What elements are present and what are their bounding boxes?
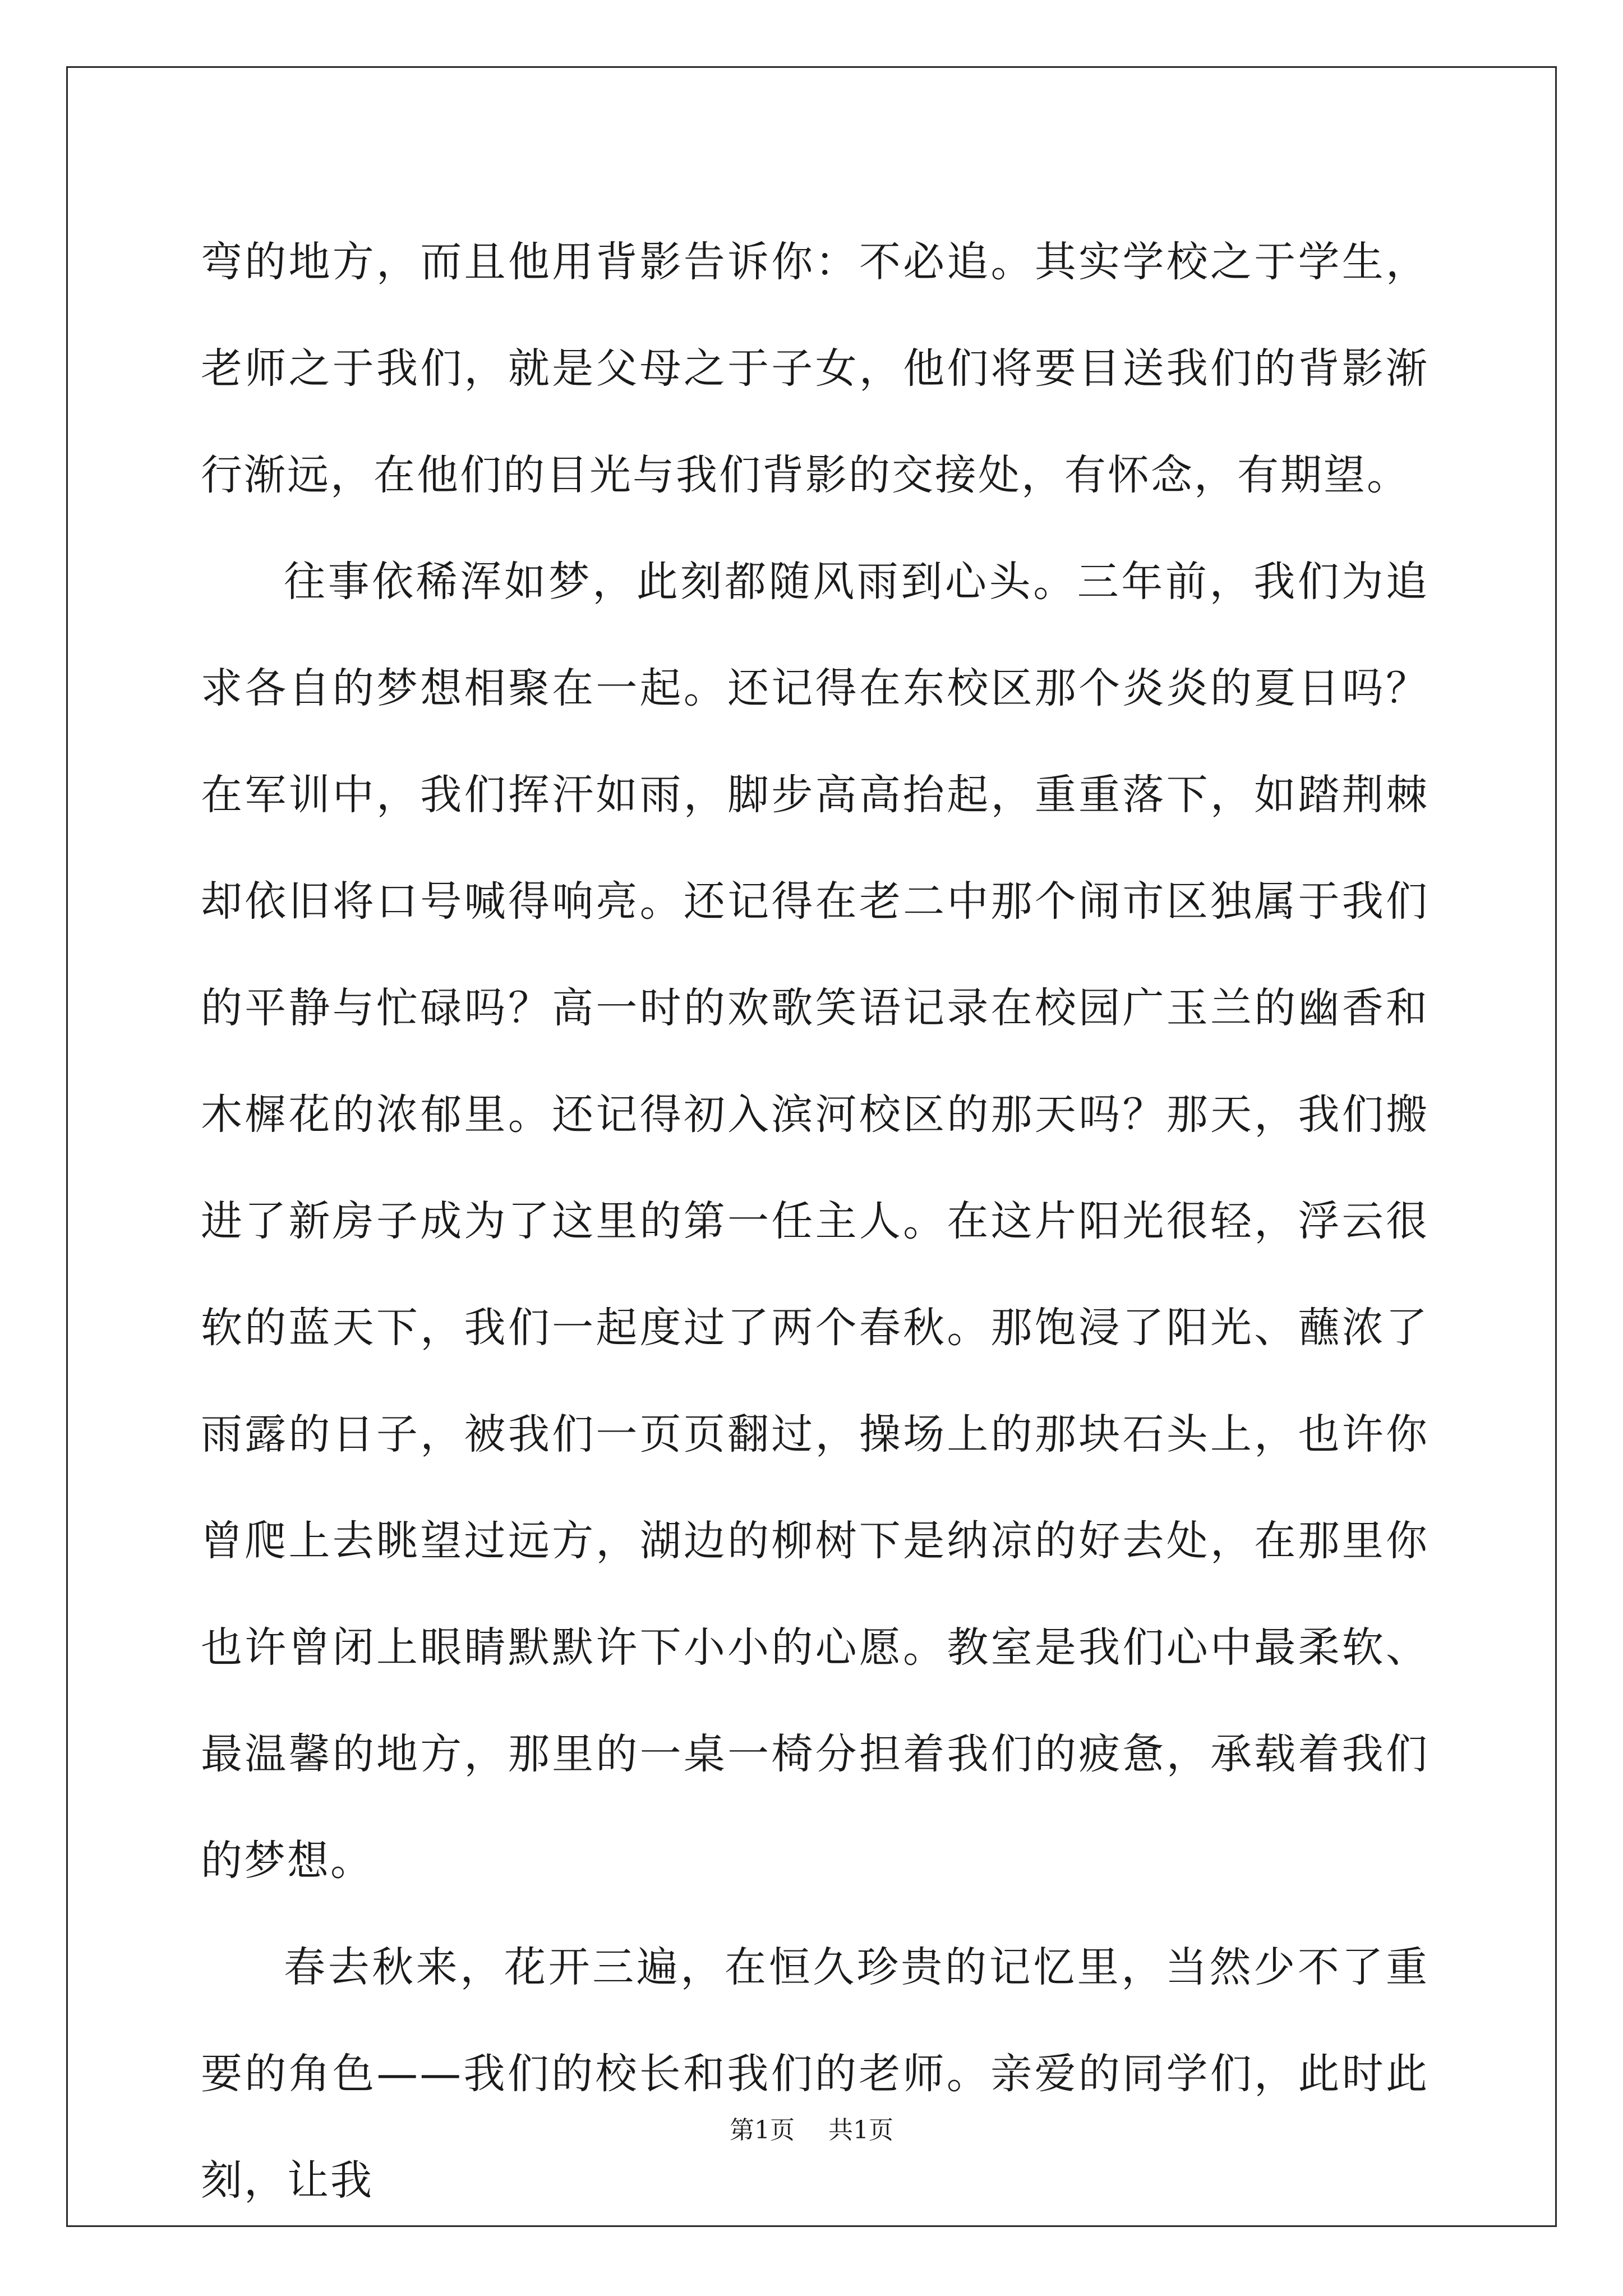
page-footer <box>0 2114 1623 2147</box>
paragraph-2: 往事依稀浑如梦，此刻都随风雨到心头。三年前，我们为追求各自的梦想相聚在一起。还记得在东校区那个炎炎的夏日吗？在军训中，我们挥汗如雨，脚步高高抬起，重重落下，如踏荆棘却依旧将口号喊得响亮。还记得在老二中那个闹市区独属于我们的平静与忙碌吗？高一时的欢歌笑语记录在校园广玉兰的幽香和木樨花的浓郁里。还记得初入滨河校区的那天吗？那天，我们搬进了新房子成为了这里的第一任主人。在这片阳光很轻，浮云很软的蓝天下，我们一起度过了两个春秋。那饱浸了阳光、蘸浓了雨露的日子，被我们一页页翻过，操场上的那块石头上，也许你曾爬上去眺望过远方，湖边的柳树下是纳凉的好去处，在那里你也许曾闭上眼睛默默许下小小的心愿。教室是我们心中最柔软、最温馨的地方，那里的一桌一椅分担着我们的疲惫，承载着我们的梦想。 <box>201 558 1429 1885</box>
paragraph-1: 弯的地方，而且他用背影告诉你：不必追。其实学校之于学生，老师之于我们，就是父母之于子女，他们将要目送我们的背影渐行渐远，在他们的目光与我们背影的交接处，有怀念，有期望。 <box>201 238 1429 499</box>
page-number-current: 第1页 <box>730 2116 795 2145</box>
paragraph-3: 春去秋来，花开三遍，在恒久珍贵的记忆里，当然少不了重要的角色——我们的校长和我们的老师。亲爱的同学们，此时此刻，让我 <box>201 1943 1429 2205</box>
page-number-total: 共1页 <box>828 2116 893 2145</box>
document-body <box>201 209 1429 2234</box>
